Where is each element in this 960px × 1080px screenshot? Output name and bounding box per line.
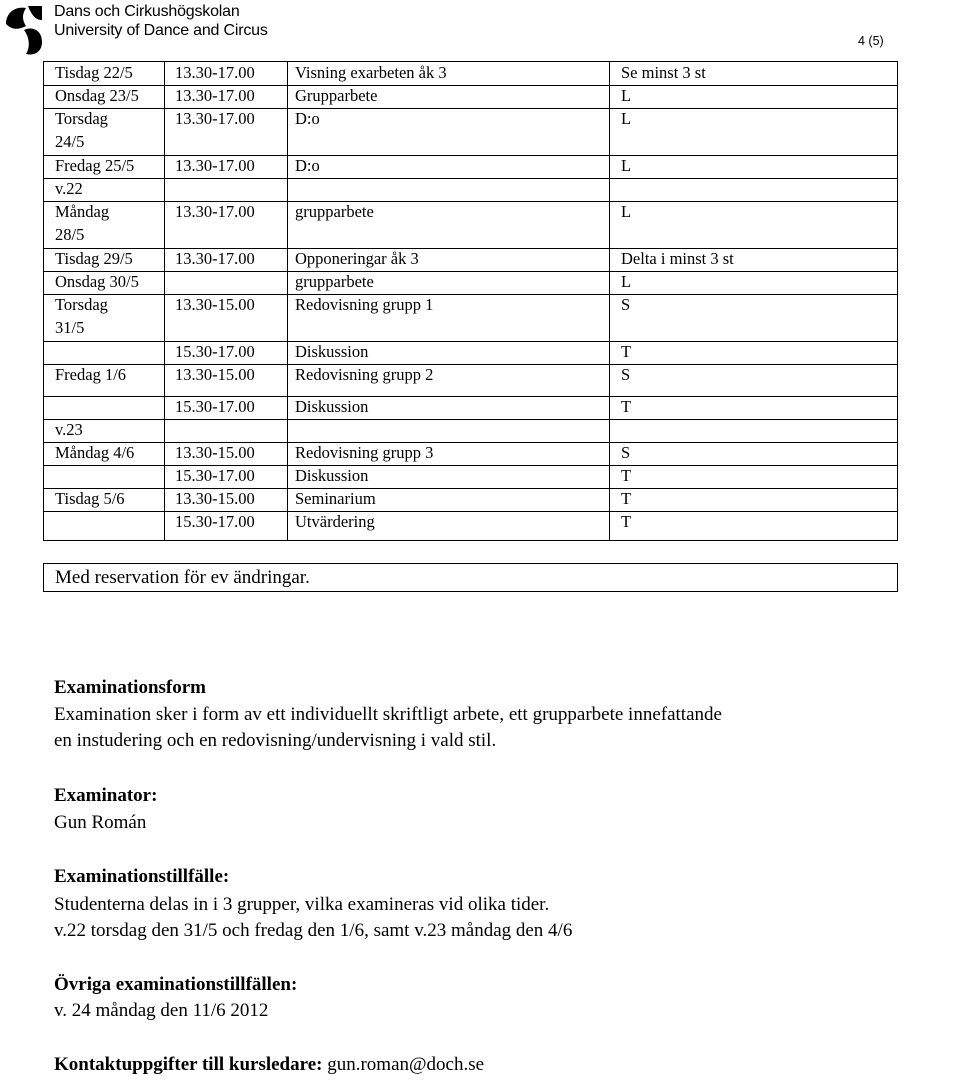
schedule-day-cell: Tisdag 22/5 — [55, 63, 133, 82]
schedule-time-cell: 13.30-17.00 — [175, 109, 255, 128]
schedule-day-cell: Måndag — [55, 202, 110, 221]
schedule-code-cell: L — [621, 156, 632, 175]
reservation-note-box — [43, 563, 898, 592]
table-column-divider — [164, 62, 165, 540]
contact-label: Kontaktuppgifter till kursledare: — [54, 1054, 323, 1075]
schedule-table — [43, 61, 898, 541]
exam-occasion-line1: Studenterna delas in i 3 grupper, vilka examineras vid olika tider. — [54, 894, 550, 915]
schedule-time-cell: 15.30-17.00 — [175, 466, 255, 485]
schedule-activity-cell: grupparbete — [295, 202, 374, 221]
schedule-activity-cell: Opponeringar åk 3 — [295, 249, 419, 268]
exam-occasion-heading: Examinationstillfälle: — [54, 866, 230, 887]
schedule-code-cell: S — [621, 443, 631, 462]
schedule-time-cell: 13.30-15.00 — [175, 365, 255, 384]
exam-form-text-line2: en instudering och en redovisning/undervisning i vald stil. — [54, 730, 497, 751]
table-row-divider — [44, 248, 897, 249]
table-row-divider — [44, 442, 897, 443]
page-header — [0, 0, 960, 56]
schedule-time-cell: 13.30-17.00 — [175, 249, 255, 268]
schedule-activity-cell: Seminarium — [295, 489, 376, 508]
schedule-code-cell: L — [621, 86, 632, 105]
schedule-day2-cell: 24/5 — [55, 132, 85, 151]
table-row-divider — [44, 201, 897, 202]
schedule-day-cell: Torsdag — [55, 295, 108, 314]
school-name-swedish: Dans och Cirkushögskolan — [54, 3, 240, 20]
schedule-activity-cell: Diskussion — [295, 397, 369, 416]
schedule-day-cell: v.23 — [55, 420, 83, 439]
schedule-time-cell: 15.30-17.00 — [175, 512, 255, 531]
table-row-divider — [44, 294, 897, 295]
table-row-divider — [44, 85, 897, 86]
exam-occasion-line2: v.22 torsdag den 31/5 och fredag den 1/6, samt v.23 måndag den 4/6 — [54, 920, 573, 941]
schedule-code-cell: L — [621, 272, 632, 291]
examiner-heading: Examinator: — [54, 785, 158, 806]
table-row-divider — [44, 155, 897, 156]
schedule-code-cell: T — [621, 397, 632, 416]
schedule-activity-cell: Diskussion — [295, 342, 369, 361]
schedule-code-cell: Se minst 3 st — [621, 63, 706, 82]
schedule-day-cell: Tisdag 5/6 — [55, 489, 125, 508]
school-name — [54, 2, 268, 40]
table-row-divider — [44, 488, 897, 489]
schedule-day2-cell: 31/5 — [55, 318, 85, 337]
school-logo-icon — [2, 2, 46, 56]
schedule-time-cell: 13.30-17.00 — [175, 202, 255, 221]
schedule-time-cell: 13.30-17.00 — [175, 63, 255, 82]
schedule-time-cell: 13.30-15.00 — [175, 295, 255, 314]
schedule-day-cell: Fredag 25/5 — [55, 156, 135, 175]
table-row-divider — [44, 108, 897, 109]
schedule-day-cell: Måndag 4/6 — [55, 443, 135, 462]
table-row-divider — [44, 396, 897, 397]
schedule-day-cell: Torsdag — [55, 109, 108, 128]
table-row-divider — [44, 465, 897, 466]
schedule-activity-cell: D:o — [295, 109, 320, 128]
schedule-code-cell: T — [621, 489, 632, 508]
schedule-day-cell: Fredag 1/6 — [55, 365, 127, 384]
schedule-code-cell: T — [621, 512, 632, 531]
schedule-activity-cell: Redovisning grupp 2 — [295, 365, 434, 384]
schedule-code-cell: T — [621, 466, 632, 485]
schedule-activity-cell: Diskussion — [295, 466, 369, 485]
schedule-code-cell: Delta i minst 3 st — [621, 249, 734, 268]
schedule-activity-cell: Redovisning grupp 3 — [295, 443, 434, 462]
schedule-code-cell: S — [621, 365, 631, 384]
schedule-activity-cell: D:o — [295, 156, 320, 175]
schedule-day-cell: Onsdag 30/5 — [55, 272, 139, 291]
examiner-name: Gun Román — [54, 812, 147, 833]
schedule-day-cell: v.22 — [55, 179, 83, 198]
page-number: 4 (5) — [858, 34, 884, 48]
schedule-time-cell: 13.30-15.00 — [175, 489, 255, 508]
schedule-day-cell: Onsdag 23/5 — [55, 86, 139, 105]
contact-email[interactable]: gun.roman@doch.se — [327, 1054, 485, 1075]
schedule-day2-cell: 28/5 — [55, 225, 85, 244]
schedule-time-cell: 13.30-17.00 — [175, 86, 255, 105]
exam-form-text-line1: Examination sker i form av ett individuellt skriftligt arbete, ett grupparbete innefattande — [54, 704, 722, 725]
table-row-divider — [44, 271, 897, 272]
schedule-code-cell: S — [621, 295, 631, 314]
schedule-code-cell: L — [621, 109, 632, 128]
table-row-divider — [44, 419, 897, 420]
other-occasions-heading: Övriga examinationstillfällen: — [54, 974, 298, 995]
table-row-divider — [44, 364, 897, 365]
schedule-activity-cell: grupparbete — [295, 272, 374, 291]
table-column-divider — [609, 62, 610, 540]
other-occasions-line1: v. 24 måndag den 11/6 2012 — [54, 1000, 269, 1021]
schedule-activity-cell: Utvärdering — [295, 512, 375, 531]
school-name-english: University of Dance and Circus — [54, 22, 268, 39]
schedule-time-cell: 13.30-15.00 — [175, 443, 255, 462]
contact-line — [54, 1052, 484, 1078]
schedule-time-cell: 15.30-17.00 — [175, 397, 255, 416]
schedule-day-cell: Tisdag 29/5 — [55, 249, 133, 268]
schedule-activity-cell: Grupparbete — [295, 86, 378, 105]
table-row-divider — [44, 178, 897, 179]
table-row-divider — [44, 511, 897, 512]
reservation-note: Med reservation för ev ändringar. — [55, 567, 310, 588]
exam-form-heading: Examinationsform — [54, 677, 206, 698]
schedule-code-cell: T — [621, 342, 632, 361]
table-column-divider — [287, 62, 288, 540]
schedule-activity-cell: Visning exarbeten åk 3 — [295, 63, 447, 82]
schedule-activity-cell: Redovisning grupp 1 — [295, 295, 434, 314]
schedule-code-cell: L — [621, 202, 632, 221]
schedule-time-cell: 15.30-17.00 — [175, 342, 255, 361]
table-row-divider — [44, 341, 897, 342]
schedule-time-cell: 13.30-17.00 — [175, 156, 255, 175]
